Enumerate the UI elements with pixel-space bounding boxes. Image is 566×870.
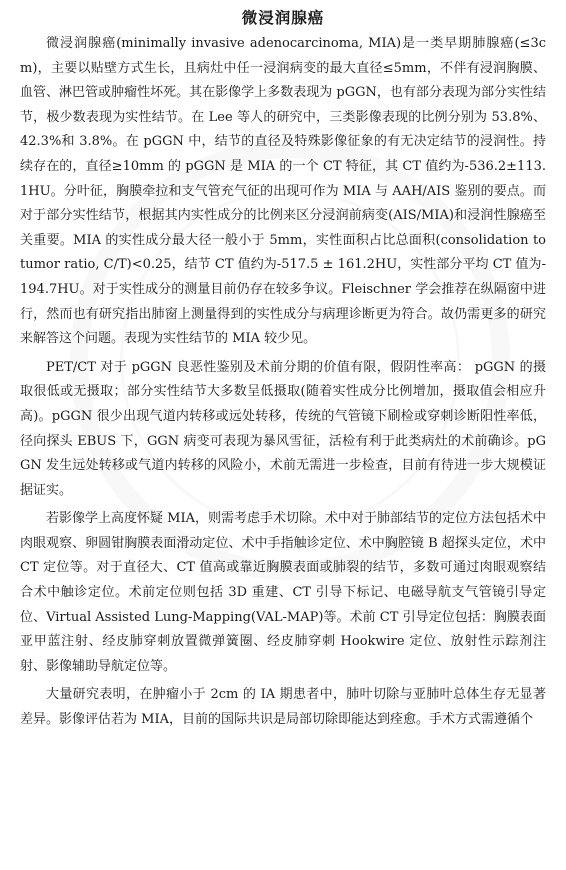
document-page (20, 6, 546, 737)
paragraph-mia-definition: 微浸润腺癌(minimally invasive adenocarcinoma, MIA)是一类早期肺腺癌(≤3cm)，主要以贴壁方式生长，且病灶中任一浸润病变的最大直径≤5mm，不伴有浸润胸膜、血管、淋巴管或肿瘤性坏死。其在影像学上多数表现为 pGGN，也有部分表现为部分实性结节，极少数表现为实性结节。在 Lee 等人的研究中，三类影像表现的比例分别为 53.8%、42.3%和 3.8%。在 pGGN 中，结节的直径及特殊影像征象的有无决定结节的浸润性。持续存在的，直径≥10mm 的 pGGN 是 MIA 的一个 CT 特征，其 CT 值约为-536.2±113.1HU。分叶征，胸膜牵拉和支气管充气征的出现可作为 MIA 与 AAH/AIS 鉴别的要点。而对于部分实性结节，根据其内实性成分的比例来区分浸润前病变(AIS/MIA)和浸润性腺癌至关重要。MIA 的实性成分最大径一般小于 5mm，实性面积占比总面积(consolidation to tumor ratio, C/T)<0.25，结节 CT 值约为-517.5 ± 161.2HU，实性部分平均 CT 值为-194.7HU。对于实性成分的测量目前仍存在较多争议。Fleischner 学会推荐在纵隔窗中进行，然而也有研究指出肺窗上测量得到的实性成分与病理诊断更为符合。故仍需更多的研究来解答这个问题。表现为实性结节的 MIA 较少见。 (20, 36, 546, 347)
paragraph-pet-ct: PET/CT 对于 pGGN 良恶性鉴别及术前分期的价值有限，假阴性率高： pGGN 的摄取很低或无摄取；部分实性结节大多数呈低摄取(随着实性成分比例增加，摄取值会相应升高)。pGGN 很少出现气道内转移或远处转移，传统的气管镜下刷检或穿刺诊断阳性率低，径向探头 EBUS 下，GGN 病变可表现为暴风雪征，活检有利于此类病灶的术前确诊。pGGN 发生远处转移或气道内转移的风险小，术前无需进一步检查，目前有待进一步大规模证据证实。 (20, 359, 546, 498)
paragraph-resection-extent: 大量研究表明，在肿瘤小于 2cm 的 IA 期患者中，肺叶切除与亚肺叶总体生存无显著差异。影像评估若为 MIA，目前的国际共识是局部切除即能达到痊愈。手术方式需遵循个 (20, 687, 546, 728)
paragraph-surgical-localization: 若影像学上高度怀疑 MIA，则需考虑手术切除。术中对于肺部结节的定位方法包括术中肉眼观察、卵圆钳胸膜表面滑动定位、术中手指触诊定位、术中胸腔镜 B 超探头定位，术中 CT 定位等。对于直径大、CT 值高或靠近胸膜表面或肺裂的结节，多数可通过肉眼观察结合术中触诊定位。术前定位则包括 3D 重建、CT 引导下标记、电磁导航支气管镜引导定位、Virtual Assisted Lung-Mapping(VAL-MAP)等。术前 CT 引导定位包括：胸膜表面亚甲蓝注射、经皮肺穿刺放置微弹簧圈、经皮肺穿刺 Hookwire 定位、放射性示踪剂注射、影像辅助导航定位等。 (20, 511, 546, 674)
page-title: 微浸润腺癌 (241, 8, 325, 27)
